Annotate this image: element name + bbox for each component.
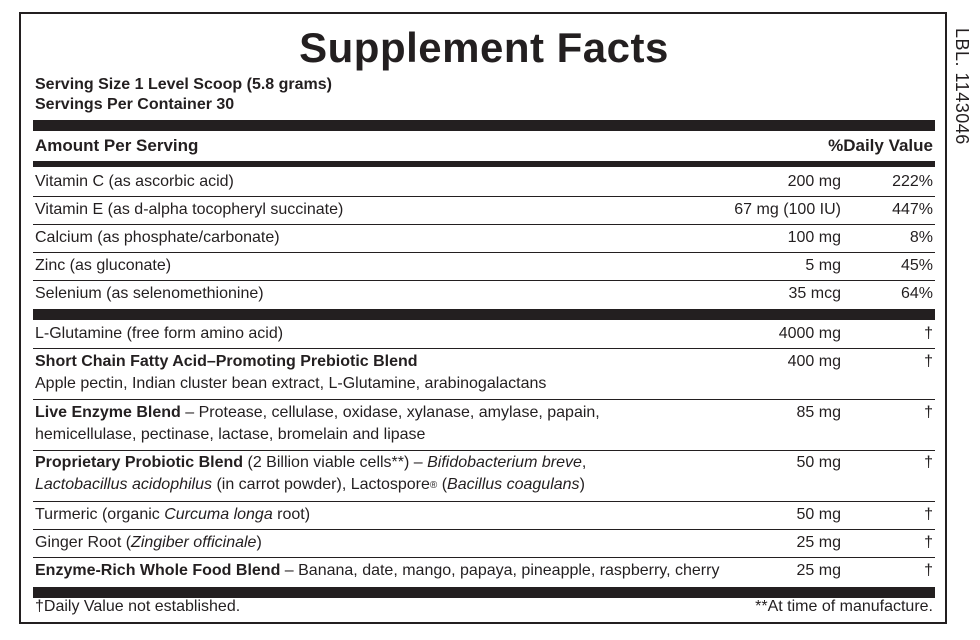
row-divider (33, 557, 935, 558)
ingredient-detail: (2 Billion viable cells**) – (243, 454, 428, 471)
ingredient-detail: – Protease, cellulase, oxidase, xylanase, amylase, papain, (180, 404, 600, 421)
ingredient-name: Live Enzyme Blend (35, 404, 181, 421)
nutrient-amount: 67 mg (100 IU) (734, 201, 841, 218)
thick-divider-top (33, 120, 935, 131)
ingredient-amount: 25 mg (796, 562, 841, 579)
punctuation: ( (437, 476, 448, 493)
ingredient-name: Enzyme-Rich Whole Food Blend (35, 562, 281, 579)
nutrient-amount: 200 mg (787, 173, 841, 190)
dagger-mark: † (924, 506, 933, 523)
punctuation: ) (579, 476, 585, 493)
thick-divider-bottom (33, 587, 935, 598)
ingredient-amount: 50 mg (796, 506, 841, 523)
ingredient-detail: (in carrot powder), Lactospore (212, 476, 430, 493)
ingredient-detail-continued: hemicellulase, pectinase, lactase, bromelain and lipase (35, 426, 426, 443)
row-divider (33, 348, 935, 349)
registered-mark: ® (429, 480, 438, 491)
dagger-mark: † (924, 562, 933, 579)
panel-title: Supplement Facts (299, 24, 669, 71)
dagger-mark: † (924, 404, 933, 421)
nutrient-dv: 8% (909, 229, 933, 246)
label-code-text: LBL. 1143046 (952, 28, 972, 145)
row-divider (33, 450, 935, 451)
ingredient-amount: 400 mg (787, 353, 841, 370)
daily-value-header: %Daily Value (828, 136, 933, 155)
row-divider (33, 252, 935, 253)
row-divider (33, 501, 935, 502)
punctuation: , (581, 454, 587, 471)
ingredient-name: Ginger Root ( (35, 534, 132, 551)
serving-size: Serving Size 1 Level Scoop (5.8 grams) (35, 76, 332, 93)
row-divider (33, 280, 935, 281)
nutrient-dv: 447% (892, 201, 933, 218)
dagger-mark: † (924, 325, 933, 342)
ingredient-amount: 25 mg (796, 534, 841, 551)
nutrient-amount: 100 mg (787, 229, 841, 246)
species-name: Zingiber officinale (131, 534, 257, 551)
ingredient-detail: – Banana, date, mango, papaya, pineapple, raspberry, cherry (280, 562, 720, 579)
species-name: Lactobacillus acidophilus (35, 476, 212, 493)
nutrient-name: Calcium (as phosphate/carbonate) (35, 229, 280, 246)
amount-per-serving-header: Amount Per Serving (35, 136, 199, 155)
dagger-mark: † (924, 353, 933, 370)
ingredient-name: Proprietary Probiotic Blend (35, 454, 244, 471)
nutrient-dv: 64% (900, 285, 933, 302)
nutrient-amount: 35 mcg (788, 285, 841, 302)
nutrient-name: Selenium (as selenomethionine) (35, 285, 264, 302)
nutrient-dv: 45% (900, 257, 933, 274)
nutrient-name: Vitamin E (as d-alpha tocopheryl succinate) (35, 201, 344, 218)
ingredient-name: Turmeric (organic (35, 506, 165, 523)
ingredient-amount: 4000 mg (778, 325, 841, 342)
species-name: Bacillus coagulans (447, 476, 580, 493)
nutrient-name: Vitamin C (as ascorbic acid) (35, 173, 234, 190)
ingredient-name: Short Chain Fatty Acid–Promoting Prebiotic Blend (35, 353, 418, 370)
row-divider (33, 399, 935, 400)
supplement-facts-panel (19, 12, 947, 624)
dagger-mark: † (924, 534, 933, 551)
ingredient-name-end: root) (272, 506, 311, 523)
row-divider (33, 224, 935, 225)
label-code (948, 28, 974, 178)
thick-divider-middle (33, 309, 935, 320)
nutrient-dv: 222% (892, 173, 933, 190)
nutrient-amount: 5 mg (805, 257, 841, 274)
footnote-manufacture: **At time of manufacture. (755, 598, 933, 615)
ingredient-detail: Apple pectin, Indian cluster bean extract, L-Glutamine, arabinogalactans (35, 375, 547, 392)
ingredient-name-end: ) (256, 534, 262, 551)
row-divider (33, 529, 935, 530)
panel-content (33, 14, 935, 622)
species-name: Curcuma longa (164, 506, 273, 523)
ingredient-amount: 50 mg (796, 454, 841, 471)
dagger-mark: † (924, 454, 933, 471)
ingredient-name: L-Glutamine (free form amino acid) (35, 325, 284, 342)
ingredient-amount: 85 mg (796, 404, 841, 421)
medium-divider (33, 161, 935, 167)
row-divider (33, 196, 935, 197)
footnote-daily-value: †Daily Value not established. (35, 598, 241, 615)
nutrient-name: Zinc (as gluconate) (35, 257, 172, 274)
servings-per-container: Servings Per Container 30 (35, 96, 235, 113)
species-name: Bifidobacterium breve (427, 454, 582, 471)
